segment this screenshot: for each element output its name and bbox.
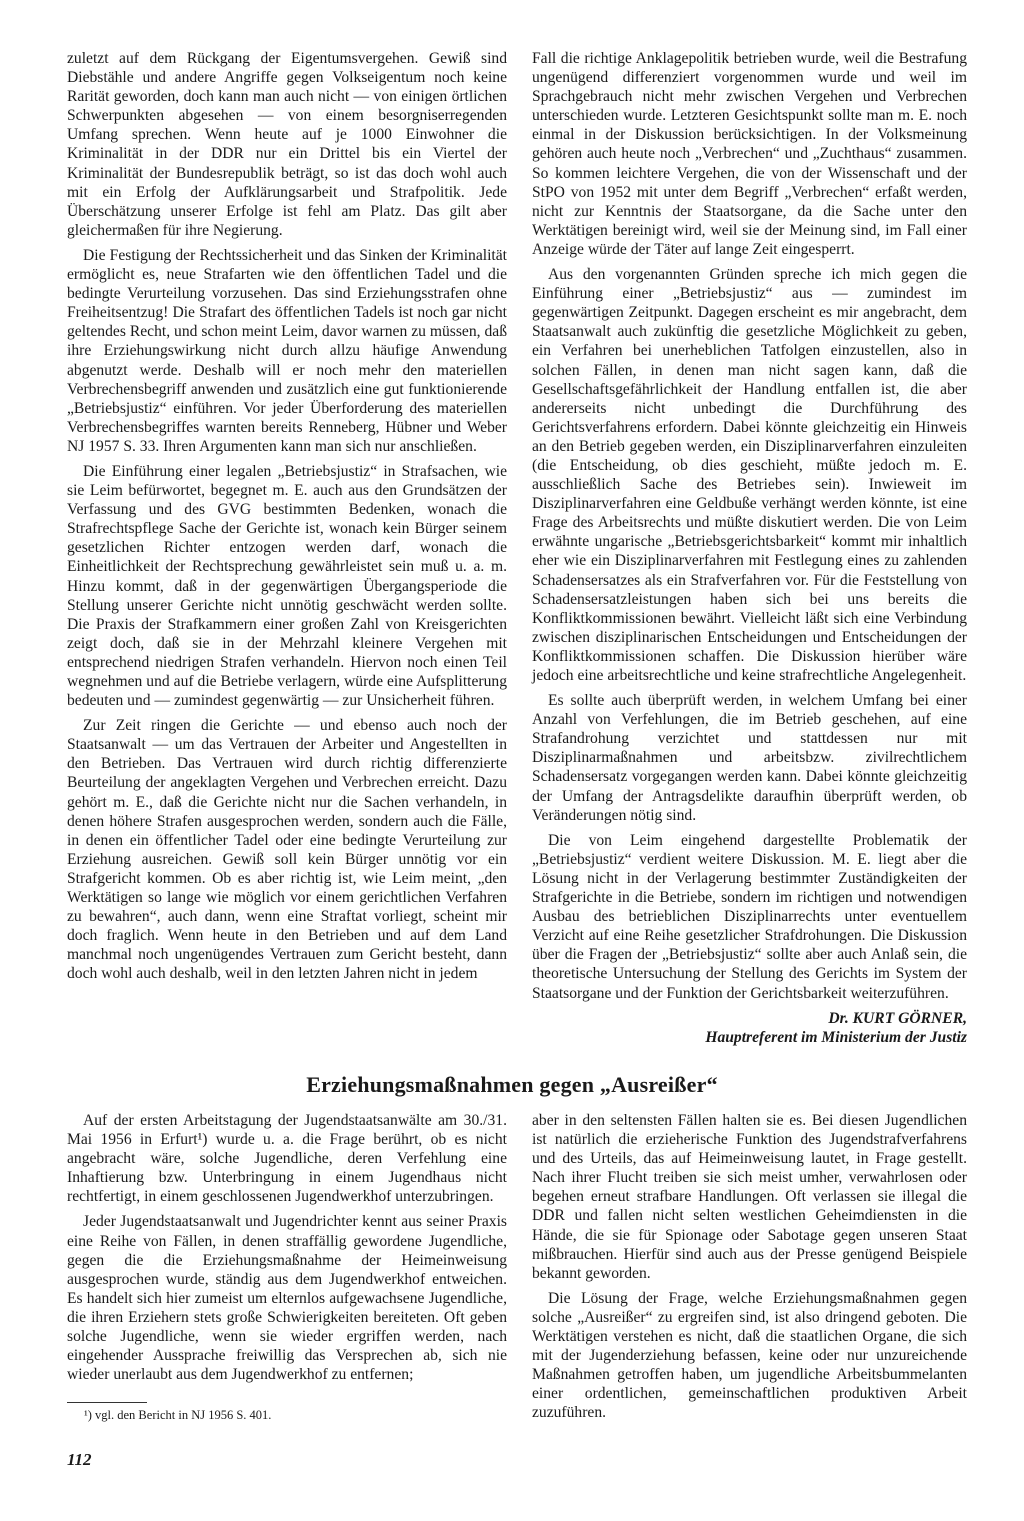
paragraph: Die Einführung einer legalen „Betriebsjustiz“ in Strafsachen, wie sie Leim befürwortet, begegnet m. E. auch aus den Grundsätzen der Verfassung und des GVG bestimmten Bedenken, wonach die Strafrechtspflege Sache der Gerichte ist, wonach kein Bürger seinem gesetzlichen Richter entzogen werden darf, wonach die Einheitlichkeit der Rechtsprechung gewährleistet sein muß u. a. m. Hinzu kommt, daß in der gegenwärtigen Übergangsperiode die Stellung unserer Gerichte nicht unnötig geschwächt werden sollte. Die Praxis der Strafkammern einer großen Zahl von Kreisgerichten zeigt doch, daß sie in der Mehrzahl kleinere Vergehen mit entsprechend niedrigen Strafen verhandeln. Hiervon noch einen Teil wegnehmen und auf die Betriebe verlagern, würde eine Aufsplitterung bedeuten und — zumindest gegenwärtig — zur Unsicherheit führen.	[67, 462, 507, 710]
article2-left-column	[67, 1111, 507, 1390]
article1-right-column	[532, 49, 967, 1047]
paragraph: Auf der ersten Arbeitstagung der Jugendstaatsanwälte am 30./31. Mai 1956 in Erfurt¹) wurde u. a. die Frage berührt, ob es nicht angebracht wäre, solche Jugendliche, deren Verfehlung eine Inhaftierung bzw. Unterbringung in einem Jugendhaus nicht rechtfertigt, in einem geschlossenen Jugendwerkhof unterzubringen.	[67, 1112, 507, 1206]
article-title: Erziehungsmaßnahmen gegen „Ausreißer“	[306, 1072, 718, 1097]
paragraph: zuletzt auf dem Rückgang der Eigentumsvergehen. Gewiß sind Diebstähle und andere Angriffe gegen Volkseigentum noch keine Rarität geworden, doch kann man auch nicht — von einigen örtlichen Schwerpunkten abgesehen — von einem besorgniserregenden Umfang sprechen. Wenn heute auf je 1000 Einwohner die Kriminalität in der DDR nur ein Drittel bis ein Viertel der Kriminalität der Bundesrepublik beträgt, so ist das doch wohl auch mit ein Erfolg der Aufklärungsarbeit und Strafpolitik. Jede Überschätzung unserer Erfolge ist fehl am Platz. Das gilt aber gleichermaßen für ihre Negierung.	[67, 50, 507, 239]
author-signature	[532, 1009, 967, 1047]
paragraph: Fall die richtige Anklagepolitik betrieben wurde, weil die Bestrafung ungenügend differenziert vorgenommen wurde und weil im Sprachgebrauch nicht mehr zwischen Vergehen und Verbrechen unterschieden wurde. Letzteren Gesichtspunkt sollte man m. E. noch einmal in der Diskussion berücksichtigen. In der Volksmeinung gehören auch heute noch „Verbrechen“ und „Zuchthaus“ zusammen. So kommen leichtere Vergehen, die von der Wissenschaft und der StPO von 1952 mit unter dem Begriff „Verbrechen“ erfaßt werden, nicht zur Kenntnis der Staatsorgane, da die Sache unter den Werktätigen bereinigt wird, weil sie der Meinung sind, im Fall einer Anzeige würde der Täter auf lange Zeit eingesperrt.	[532, 50, 967, 258]
paragraph: Es sollte auch überprüft werden, in welchem Umfang bei einer Anzahl von Verfehlungen, die im Betrieb geschehen, auf eine Strafandrohung verzichtet und stattdessen nur mit Disziplinarmaßnahmen und arbeitsbzw. zivilrechtlichem Schadensersatz vorgegangen werden kann. Dabei könnte gleichzeitig der Umfang der Antragsdelikte daraufhin überprüft werden, ob Veränderungen nötig sind.	[532, 692, 967, 824]
paragraph: Zur Zeit ringen die Gerichte — und ebenso auch noch der Staatsanwalt — um das Vertrauen der Arbeiter und Angestellten in den Betrieben. Das Vertrauen wird durch richtig differenzierte Beurteilung der angeklagten Vergehen und Verbrechen erreicht. Dazu gehört m. E., daß die Gerichte nicht nur die Sachen verhandeln, in denen höhere Strafen ausgesprochen werden, sondern auch die Fälle, in denen ein öffentlicher Tadel oder eine bedingte Verurteilung zur Erziehung ausreichen. Gewiß soll kein Bürger unnötig vor ein Strafgericht kommen. Ob es aber richtig ist, wie Leim meint, „den Werktätigen so lange wie möglich vor einem gerichtlichen Verfahren zu bewahren“, auch dann, wenn eine Straftat vorliegt, scheint mir doch fraglich. Wenn heute in den Betrieben und auf dem Land manchmal noch ungenügendes Vertrauen zum Gericht besteht, dann doch wohl auch deshalb, weil in den letzten Jahren nicht in jedem	[67, 717, 507, 983]
paragraph: Aus den vorgenannten Gründen spreche ich mich gegen die Einführung einer „Betriebsjustiz“ aus — zumindest im gegenwärtigen Zeitpunkt. Dagegen erscheint es mir angebracht, dem Staatsanwalt auch zukünftig die gesetzliche Möglichkeit zu geben, ein Verfahren bei unerheblichen Tatfolgen einzustellen, also in solchen Fällen, in denen man nicht sagen kann, daß die Gesellschaftsgefährlichkeit der Handlung entfallen ist, die aber andererseits nicht unbedingt die Durchführung des Gerichtsverfahrens erfordern. Dabei könnte gleichzeitig ein Hinweis an den Betrieb gegeben werden, ein Disziplinarverfahren einzuleiten (die Entscheidung, ob dies geschieht, müßte jedoch m. E. ausschließlich Sache des Betriebes sein). Inwieweit im Disziplinarverfahren eine Geldbuße verhängt werden könnte, ist eine Frage des Arbeitsrechts und müßte diskutiert werden. Die von Leim erwähnte ungarische „Betriebsgerichtsbarkeit“ kommt mir inhaltlich eher wie ein Disziplinarverfahren mit Festlegung eines zu zahlenden Schadensersatzes als ein Strafverfahren vor. Für die Feststellung von Schadensersatzleistungen haben sich bei uns bereits die Konfliktkommissionen bewährt. Vielleicht läßt sich eine Verbindung zwischen disziplinarischen Entscheidungen und Entscheidungen der Konfliktkommissionen schaffen. Die Diskussion hierüber wäre jedoch eine arbeitsrechtliche und keine strafrechtliche Angelegenheit.	[532, 266, 967, 684]
article2-right-column	[532, 1111, 967, 1429]
paragraph: Die Festigung der Rechtssicherheit und das Sinken der Kriminalität ermöglicht es, neue Strafarten wie den öffentlichen Tadel und die bedingte Verurteilung vorzusehen. Das sind Erziehungsstrafen ohne Freiheitsentzug! Die Strafart des öffentlichen Tadels ist noch gar nicht geltendes Recht, und schon meint Leim, davor warnen zu müssen, daß ihre Erziehungswirkung nicht durch allzu häufige Anwendung abgenutzt werde. Deshalb will er noch mehr den materiellen Verbrechensbegriff anwenden und zusätzlich eine gut funktionierende „Betriebsjustiz“ einführen. Vor jeder Überforderung des materiellen Verbrechensbegriffes warnten bereits Renneberg, Hübner und Weber NJ 1957 S. 33. Ihren Argumenten kann man sich nur anschließen.	[67, 246, 507, 455]
paragraph: Jeder Jugendstaatsanwalt und Jugendrichter kennt aus seiner Praxis eine Reihe von Fällen, in denen straffällig gewordene Jugendliche, gegen die die Erziehungsmaßnahme der Heimeinweisung ausgesprochen wurde, ständig aus dem Jugendwerkhof entweichen. Es handelt sich hier zumeist um elternlos aufgewachsene Jugendliche, die ihren Erziehern stets große Schwierigkeiten bereiteten. Oft geben solche Jugendliche, wenn sie wieder ergriffen werden, nach eingehender Aussprache freiwillig das Versprechen ab, sich nie wieder unerlaubt aus dem Jugendwerkhof zu entfernen;	[67, 1213, 507, 1384]
author-name: Dr. KURT GÖRNER,	[828, 1009, 967, 1027]
footnote-divider	[67, 1402, 147, 1403]
page-number: 112	[67, 1450, 92, 1469]
paragraph: Die Lösung der Frage, welche Erziehungsmaßnahmen gegen solche „Ausreißer“ zu ergreifen sind, ist also dringend geboten. Die Werktätigen verstehen es nicht, daß die staatlichen Organe, die sich mit der Jugenderziehung befassen, keine oder nur unzureichende Maßnahmen getroffen haben, um jugendliche Arbeitsbummelanten einer ordentlichen, gemeinschaftlichen produktiven Arbeit zuzuführen.	[532, 1289, 967, 1422]
author-role: Hauptreferent im Ministerium der Justiz	[705, 1028, 967, 1046]
footnote: ¹) vgl. den Bericht in NJ 1956 S. 401.	[84, 1408, 272, 1422]
paragraph: Die von Leim eingehend dargestellte Problematik der „Betriebsjustiz“ verdient weitere Diskussion. M. E. liegt aber die Lösung nicht in der Verlagerung bestimmter Zuständigkeiten der Strafgerichte in die Betriebe, sondern im richtigen und notwendigen Ausbau des betrieblichen Disziplinarrechts unter eventuellem Verzicht auf eine Reihe gesetzlicher Strafdrohungen. Die Diskussion über die Fragen der „Betriebsjustiz“ sollte aber auch Anlaß sein, die theoretische Untersuchung der Stellung des Gerichts im System der Staatsorgane und der Funktion der Gerichtsbarkeit weiterzuführen.	[532, 831, 967, 1002]
paragraph: aber in den seltensten Fällen halten sie es. Bei diesen Jugendlichen ist natürlich die erzieherische Funktion des Jugendstrafverfahrens und des Urteils, das auf Heimeinweisung lautet, in Frage gestellt. Nach ihrer Flucht treiben sie sich meist umher, verwahrlosen oder begehen erneut strafbare Handlungen. Oft verlassen sie illegal die DDR und fallen nicht selten westlichen Geheimdiensten in die Hände, die sie für Spionage oder Sabotage gegen unseren Staat mißbrauchen. Hierfür sind auch aus der Presse genügend Beispiele bekannt geworden.	[532, 1112, 967, 1282]
article1-left-column	[67, 49, 507, 990]
